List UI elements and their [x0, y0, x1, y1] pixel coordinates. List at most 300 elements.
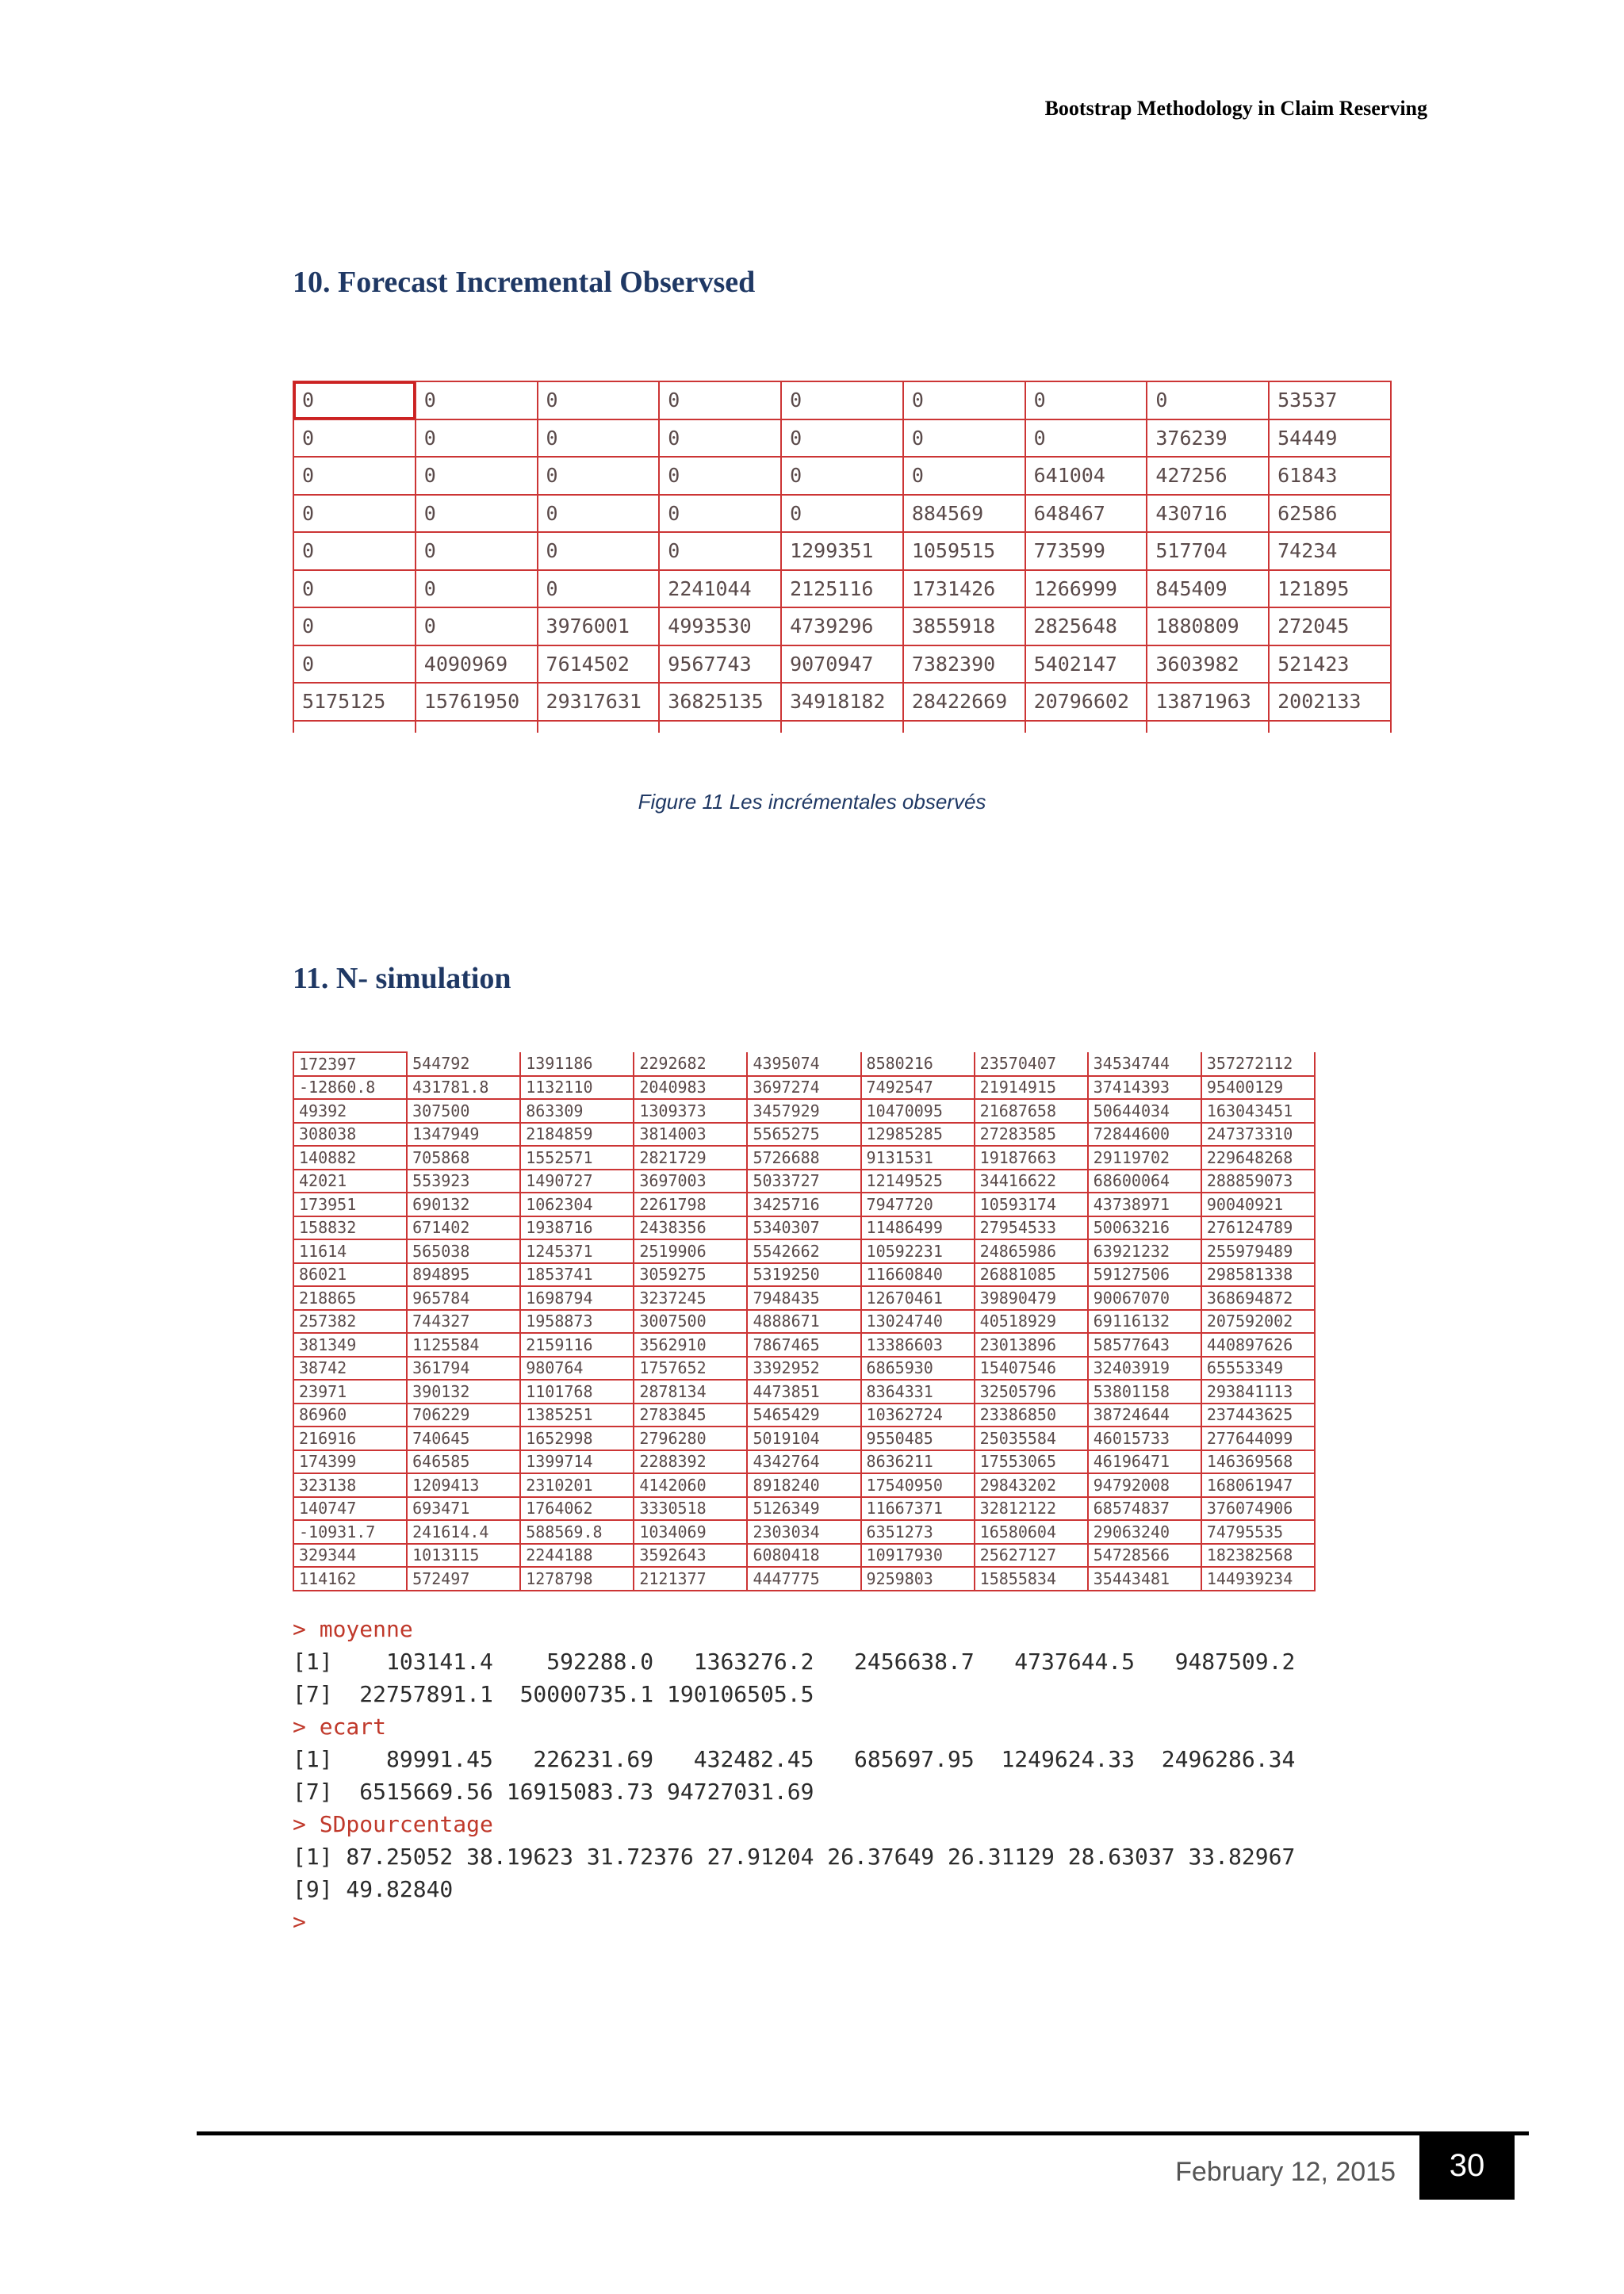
- console-command-sdpourcentage: > SDpourcentage: [293, 1811, 493, 1837]
- table-cell: 5465429: [747, 1404, 860, 1427]
- table-cell: 121895: [1269, 570, 1391, 608]
- table-cell: 7614502: [538, 645, 660, 684]
- table-cell: 12670461: [861, 1286, 975, 1310]
- table-cell: 17540950: [861, 1473, 975, 1497]
- table-cell: 1764062: [520, 1497, 634, 1521]
- table-row: [293, 1099, 1315, 1123]
- table-row: [293, 1286, 1315, 1310]
- table-cell: 6351273: [861, 1520, 975, 1544]
- table-cell-spacer: [538, 721, 660, 733]
- table-cell: 2438356: [634, 1216, 747, 1240]
- table-cell: 65553349: [1201, 1357, 1315, 1381]
- table-cell: 24865986: [975, 1239, 1088, 1263]
- table-cell: 572497: [407, 1567, 520, 1591]
- table-cell: 3237245: [634, 1286, 747, 1310]
- table-cell: 13871963: [1147, 683, 1269, 721]
- table-row: [293, 1427, 1315, 1450]
- table-cell: 361794: [407, 1357, 520, 1381]
- table-cell: 13386603: [861, 1333, 975, 1357]
- table-cell: 94792008: [1088, 1473, 1201, 1497]
- table-cell: 9567743: [659, 645, 781, 684]
- table-cell: 163043451: [1201, 1099, 1315, 1123]
- table-cell: 1385251: [520, 1404, 634, 1427]
- table-cell: 5726688: [747, 1146, 860, 1170]
- table-cell: 74234: [1269, 532, 1391, 570]
- table-cell: 68574837: [1088, 1497, 1201, 1521]
- table-cell: 72844600: [1088, 1123, 1201, 1147]
- table-cell: 390132: [407, 1380, 520, 1404]
- table-cell: 58577643: [1088, 1333, 1201, 1357]
- table-cell: 376239: [1147, 419, 1269, 458]
- table-cell: 0: [781, 457, 903, 495]
- table-cell: 0: [659, 457, 781, 495]
- table-cell: 2040983: [634, 1076, 747, 1100]
- table-cell: 565038: [407, 1239, 520, 1263]
- table-row-spacer: [293, 721, 1391, 733]
- table-cell: 229648268: [1201, 1146, 1315, 1170]
- table-cell: 0: [416, 532, 538, 570]
- table-cell: 23971: [293, 1380, 407, 1404]
- table-cell: 1209413: [407, 1473, 520, 1497]
- table-cell: 0: [781, 419, 903, 458]
- table-cell: 2261798: [634, 1193, 747, 1216]
- table-cell: 2796280: [634, 1427, 747, 1450]
- table-cell: 90040921: [1201, 1193, 1315, 1216]
- table-row: [293, 1076, 1315, 1100]
- table-cell: 53537: [1269, 381, 1391, 419]
- table-cell: 5565275: [747, 1123, 860, 1147]
- table-cell: 8580216: [861, 1052, 975, 1076]
- table-cell: 7947720: [861, 1193, 975, 1216]
- table-cell: 90067070: [1088, 1286, 1201, 1310]
- table-cell: 34534744: [1088, 1052, 1201, 1076]
- table-cell: 1278798: [520, 1567, 634, 1591]
- table-cell: 5402147: [1025, 645, 1147, 684]
- table-cell: 0: [416, 570, 538, 608]
- console-output-line: [9] 49.82840: [293, 1876, 454, 1902]
- table-cell: 17553065: [975, 1450, 1088, 1474]
- table-cell: 894895: [407, 1263, 520, 1287]
- table-cell: 25627127: [975, 1544, 1088, 1568]
- table-cell: 1309373: [634, 1099, 747, 1123]
- table-cell: 27954533: [975, 1216, 1088, 1240]
- console-output-line: [1] 89991.45 226231.69 432482.45 685697.95 1249624.33 2496286.34: [293, 1746, 1296, 1772]
- table-cell: 21914915: [975, 1076, 1088, 1100]
- table-cell: 2159116: [520, 1333, 634, 1357]
- table-cell: 1034069: [634, 1520, 747, 1544]
- table-cell: 0: [293, 570, 416, 608]
- table-row: [293, 1450, 1315, 1474]
- table-cell: 16580604: [975, 1520, 1088, 1544]
- table-cell: 4447775: [747, 1567, 860, 1591]
- table-cell: 86021: [293, 1263, 407, 1287]
- table-cell: 9070947: [781, 645, 903, 684]
- table-cell: 257382: [293, 1310, 407, 1334]
- table-cell: 329344: [293, 1544, 407, 1568]
- table-cell: 0: [293, 645, 416, 684]
- table-cell-spacer: [903, 721, 1025, 733]
- table-cell: 3392952: [747, 1357, 860, 1381]
- table-cell: 3603982: [1147, 645, 1269, 684]
- section-title-simulation: 11. N- simulation: [293, 962, 511, 995]
- table-cell: 13024740: [861, 1310, 975, 1334]
- table-row: [293, 683, 1391, 721]
- table-cell: 7492547: [861, 1076, 975, 1100]
- table-row: [293, 457, 1391, 495]
- table-cell: 1552571: [520, 1146, 634, 1170]
- table-cell: 5542662: [747, 1239, 860, 1263]
- table-cell-spacer: [416, 721, 538, 733]
- table-cell: 68600064: [1088, 1170, 1201, 1193]
- table-cell: 1062304: [520, 1193, 634, 1216]
- table-cell: 53801158: [1088, 1380, 1201, 1404]
- table-cell: 0: [293, 419, 416, 458]
- table-cell: 114162: [293, 1567, 407, 1591]
- forecast-incremental-table: [293, 381, 1392, 733]
- table-cell: 1757652: [634, 1357, 747, 1381]
- table-row: [293, 381, 1391, 419]
- table-cell: 174399: [293, 1450, 407, 1474]
- table-cell: 277644099: [1201, 1427, 1315, 1450]
- table-cell: 1490727: [520, 1170, 634, 1193]
- table-cell: 744327: [407, 1310, 520, 1334]
- table-cell: 705868: [407, 1146, 520, 1170]
- table-row: [293, 1170, 1315, 1193]
- table-cell: 5319250: [747, 1263, 860, 1287]
- r-console-output: [293, 1613, 1295, 1938]
- table-cell: 3697003: [634, 1170, 747, 1193]
- console-output-line: [1] 87.25052 38.19623 31.72376 27.91204 26.37649 26.31129 28.63037 33.82967: [293, 1844, 1296, 1870]
- table-row: [293, 1544, 1315, 1568]
- table-cell: 61843: [1269, 457, 1391, 495]
- table-cell: 0: [659, 381, 781, 419]
- table-cell: 0: [1147, 381, 1269, 419]
- table-cell: 7948435: [747, 1286, 860, 1310]
- table-cell: 5033727: [747, 1170, 860, 1193]
- table-row: [293, 1567, 1315, 1591]
- table-cell: 9550485: [861, 1427, 975, 1450]
- table-row: [293, 495, 1391, 533]
- table-cell: 38724644: [1088, 1404, 1201, 1427]
- table-cell: 182382568: [1201, 1544, 1315, 1568]
- page-number-box: [1419, 2131, 1515, 2200]
- table-cell: 32403919: [1088, 1357, 1201, 1381]
- table-cell: 0: [293, 607, 416, 645]
- table-cell: 2241044: [659, 570, 781, 608]
- table-cell: 42021: [293, 1170, 407, 1193]
- table-cell: 2244188: [520, 1544, 634, 1568]
- table-cell: 430716: [1147, 495, 1269, 533]
- table-cell: 1347949: [407, 1123, 520, 1147]
- table-cell: 690132: [407, 1193, 520, 1216]
- table-row: [293, 1357, 1315, 1381]
- table-cell: 307500: [407, 1099, 520, 1123]
- table-cell: 0: [781, 495, 903, 533]
- table-cell: 0: [416, 607, 538, 645]
- table-cell: 863309: [520, 1099, 634, 1123]
- table-cell: 0: [659, 495, 781, 533]
- table-cell: 3330518: [634, 1497, 747, 1521]
- running-header: Bootstrap Methodology in Claim Reserving: [1044, 97, 1427, 120]
- table-cell: 1132110: [520, 1076, 634, 1100]
- table-cell: 2002133: [1269, 683, 1391, 721]
- table-cell: 15761950: [416, 683, 538, 721]
- table-cell: 648467: [1025, 495, 1147, 533]
- table-cell: 0: [538, 381, 660, 419]
- table-cell: 3855918: [903, 607, 1025, 645]
- table-cell: 140747: [293, 1497, 407, 1521]
- table-cell: 2184859: [520, 1123, 634, 1147]
- table-cell: 5340307: [747, 1216, 860, 1240]
- table-cell: 34416622: [975, 1170, 1088, 1193]
- table-cell: 323138: [293, 1473, 407, 1497]
- table-cell: 23570407: [975, 1052, 1088, 1076]
- table-cell: 36825135: [659, 683, 781, 721]
- table-cell: 8636211: [861, 1450, 975, 1474]
- table-cell: 693471: [407, 1497, 520, 1521]
- table-cell: 15855834: [975, 1567, 1088, 1591]
- table-cell: 23013896: [975, 1333, 1088, 1357]
- table-cell: 0: [416, 495, 538, 533]
- table-cell: 23386850: [975, 1404, 1088, 1427]
- table-row: [293, 1263, 1315, 1287]
- table-cell: 34918182: [781, 683, 903, 721]
- table-cell: 86960: [293, 1404, 407, 1427]
- table-cell: 0: [538, 495, 660, 533]
- table-row: [293, 1146, 1315, 1170]
- table-cell-spacer: [1269, 721, 1391, 733]
- console-output-line: [1] 103141.4 592288.0 1363276.2 2456638.7 4737644.5 9487509.2: [293, 1649, 1296, 1675]
- table-cell: 0: [538, 457, 660, 495]
- table-cell: 293841113: [1201, 1380, 1315, 1404]
- table-cell: 965784: [407, 1286, 520, 1310]
- table-cell: 3457929: [747, 1099, 860, 1123]
- table-cell: 74795535: [1201, 1520, 1315, 1544]
- table-cell: 517704: [1147, 532, 1269, 570]
- table-row: [293, 1404, 1315, 1427]
- table-cell: 172397: [293, 1052, 407, 1076]
- table-cell: 5019104: [747, 1427, 860, 1450]
- table-cell: 62586: [1269, 495, 1391, 533]
- table-cell: 59127506: [1088, 1263, 1201, 1287]
- table-cell: 3592643: [634, 1544, 747, 1568]
- table-cell: 3814003: [634, 1123, 747, 1147]
- table-cell: 1266999: [1025, 570, 1147, 608]
- table-cell: 0: [781, 381, 903, 419]
- table-cell: 140882: [293, 1146, 407, 1170]
- table-cell: 29317631: [538, 683, 660, 721]
- table-cell: 368694872: [1201, 1286, 1315, 1310]
- table-cell: 2125116: [781, 570, 903, 608]
- table-cell: 2292682: [634, 1052, 747, 1076]
- table-cell: 1101768: [520, 1380, 634, 1404]
- table-cell: 10917930: [861, 1544, 975, 1568]
- table-cell: 0: [659, 532, 781, 570]
- table-cell: 706229: [407, 1404, 520, 1427]
- table-cell-spacer: [1147, 721, 1269, 733]
- table-cell: 1013115: [407, 1544, 520, 1568]
- table-cell: 10470095: [861, 1099, 975, 1123]
- table-cell: 2878134: [634, 1380, 747, 1404]
- table-cell: 25035584: [975, 1427, 1088, 1450]
- table-cell: 671402: [407, 1216, 520, 1240]
- table-cell: 28422669: [903, 683, 1025, 721]
- table-cell: 0: [416, 381, 538, 419]
- footer-date: February 12, 2015: [1175, 2157, 1396, 2187]
- table-cell: 276124789: [1201, 1216, 1315, 1240]
- table-cell: 6080418: [747, 1544, 860, 1568]
- table-cell: 32505796: [975, 1380, 1088, 1404]
- table-cell: 12985285: [861, 1123, 975, 1147]
- table-row: [293, 419, 1391, 458]
- table-cell-spacer: [1025, 721, 1147, 733]
- table-cell: 4395074: [747, 1052, 860, 1076]
- table-cell: 5126349: [747, 1497, 860, 1521]
- table-cell: 1938716: [520, 1216, 634, 1240]
- table-cell: 10593174: [975, 1193, 1088, 1216]
- table-cell: 11614: [293, 1239, 407, 1263]
- table-cell: 2519906: [634, 1239, 747, 1263]
- table-row: [293, 1239, 1315, 1263]
- table-cell: 0: [903, 419, 1025, 458]
- table-cell: 1731426: [903, 570, 1025, 608]
- table-cell: -10931.7: [293, 1520, 407, 1544]
- table-cell: 1698794: [520, 1286, 634, 1310]
- table-cell: 29063240: [1088, 1520, 1201, 1544]
- table-cell: 381349: [293, 1333, 407, 1357]
- table-cell: 588569.8: [520, 1520, 634, 1544]
- table-row: [293, 1333, 1315, 1357]
- table-cell: 2288392: [634, 1450, 747, 1474]
- table-cell: 3697274: [747, 1076, 860, 1100]
- table-cell: 37414393: [1088, 1076, 1201, 1100]
- table-row: [293, 1052, 1315, 1076]
- table-row: [293, 645, 1391, 684]
- table-cell: 3007500: [634, 1310, 747, 1334]
- table-cell: 1880809: [1147, 607, 1269, 645]
- table-cell: 2303034: [747, 1520, 860, 1544]
- table-cell: 0: [538, 570, 660, 608]
- table-cell: 247373310: [1201, 1123, 1315, 1147]
- table-cell: 9131531: [861, 1146, 975, 1170]
- console-output-line: [7] 6515669.56 16915083.73 94727031.69: [293, 1779, 814, 1805]
- table-cell: 20796602: [1025, 683, 1147, 721]
- table-row: [293, 1216, 1315, 1240]
- table-cell: 1391186: [520, 1052, 634, 1076]
- table-cell: 8364331: [861, 1380, 975, 1404]
- table-cell: 27283585: [975, 1123, 1088, 1147]
- simulation-table: [293, 1051, 1316, 1591]
- table-cell: 19187663: [975, 1146, 1088, 1170]
- table-cell: 158832: [293, 1216, 407, 1240]
- table-cell: 255979489: [1201, 1239, 1315, 1263]
- table-cell: 1853741: [520, 1263, 634, 1287]
- table-cell: 54449: [1269, 419, 1391, 458]
- table-cell: 6865930: [861, 1357, 975, 1381]
- table-cell: 646585: [407, 1450, 520, 1474]
- table-cell: 63921232: [1088, 1239, 1201, 1263]
- table-cell: 144939234: [1201, 1567, 1315, 1591]
- table-cell: 29843202: [975, 1473, 1088, 1497]
- table-row: [293, 1497, 1315, 1521]
- table-row: [293, 1380, 1315, 1404]
- table-cell: 54728566: [1088, 1544, 1201, 1568]
- table-cell: 7382390: [903, 645, 1025, 684]
- table-cell: 3059275: [634, 1263, 747, 1287]
- table-cell: 980764: [520, 1357, 634, 1381]
- table-cell: 1652998: [520, 1427, 634, 1450]
- figure-caption: [0, 790, 1624, 814]
- table-cell: 521423: [1269, 645, 1391, 684]
- table-cell: 10592231: [861, 1239, 975, 1263]
- table-cell: 38742: [293, 1357, 407, 1381]
- table-cell: 0: [293, 381, 416, 419]
- table-row: [293, 1520, 1315, 1544]
- table-cell: 0: [903, 381, 1025, 419]
- table-cell: 1125584: [407, 1333, 520, 1357]
- table-cell: 1245371: [520, 1239, 634, 1263]
- table-cell: 4888671: [747, 1310, 860, 1334]
- table-cell: 4090969: [416, 645, 538, 684]
- table-cell: 4993530: [659, 607, 781, 645]
- table-cell-spacer: [293, 721, 416, 733]
- table-cell-spacer: [659, 721, 781, 733]
- table-cell: 218865: [293, 1286, 407, 1310]
- table-cell: 0: [659, 419, 781, 458]
- table-cell: 46015733: [1088, 1427, 1201, 1450]
- table-cell: 237443625: [1201, 1404, 1315, 1427]
- table-cell: 845409: [1147, 570, 1269, 608]
- table-cell: 0: [1025, 419, 1147, 458]
- table-cell: 553923: [407, 1170, 520, 1193]
- table-cell: 11660840: [861, 1263, 975, 1287]
- table-cell-spacer: [781, 721, 903, 733]
- table-cell: 2825648: [1025, 607, 1147, 645]
- table-row: [293, 532, 1391, 570]
- section-title-forecast: 10. Forecast Incremental Observsed: [293, 266, 756, 299]
- table-cell: 298581338: [1201, 1263, 1315, 1287]
- table-cell: 8918240: [747, 1473, 860, 1497]
- console-command-ecart: > ecart: [293, 1714, 387, 1740]
- table-cell: 95400129: [1201, 1076, 1315, 1100]
- table-cell: 0: [416, 419, 538, 458]
- table-cell: 4142060: [634, 1473, 747, 1497]
- table-cell: 32812122: [975, 1497, 1088, 1521]
- footer-divider: [197, 2131, 1529, 2135]
- table-cell: 12149525: [861, 1170, 975, 1193]
- table-row: [293, 1123, 1315, 1147]
- table-cell: 884569: [903, 495, 1025, 533]
- table-cell: 641004: [1025, 457, 1147, 495]
- table-cell: 1399714: [520, 1450, 634, 1474]
- table-cell: 1059515: [903, 532, 1025, 570]
- table-cell: 0: [1025, 381, 1147, 419]
- table-cell: 43738971: [1088, 1193, 1201, 1216]
- table-cell: 168061947: [1201, 1473, 1315, 1497]
- table-cell: 773599: [1025, 532, 1147, 570]
- table-cell: 241614.4: [407, 1520, 520, 1544]
- table-cell: 0: [903, 457, 1025, 495]
- table-cell: 21687658: [975, 1099, 1088, 1123]
- table-cell: 376074906: [1201, 1497, 1315, 1521]
- table-cell: 0: [538, 532, 660, 570]
- table-cell: 1299351: [781, 532, 903, 570]
- table-cell: 7867465: [747, 1333, 860, 1357]
- table-cell: 9259803: [861, 1567, 975, 1591]
- table-cell: 308038: [293, 1123, 407, 1147]
- table-cell: 427256: [1147, 457, 1269, 495]
- table-cell: 357272112: [1201, 1052, 1315, 1076]
